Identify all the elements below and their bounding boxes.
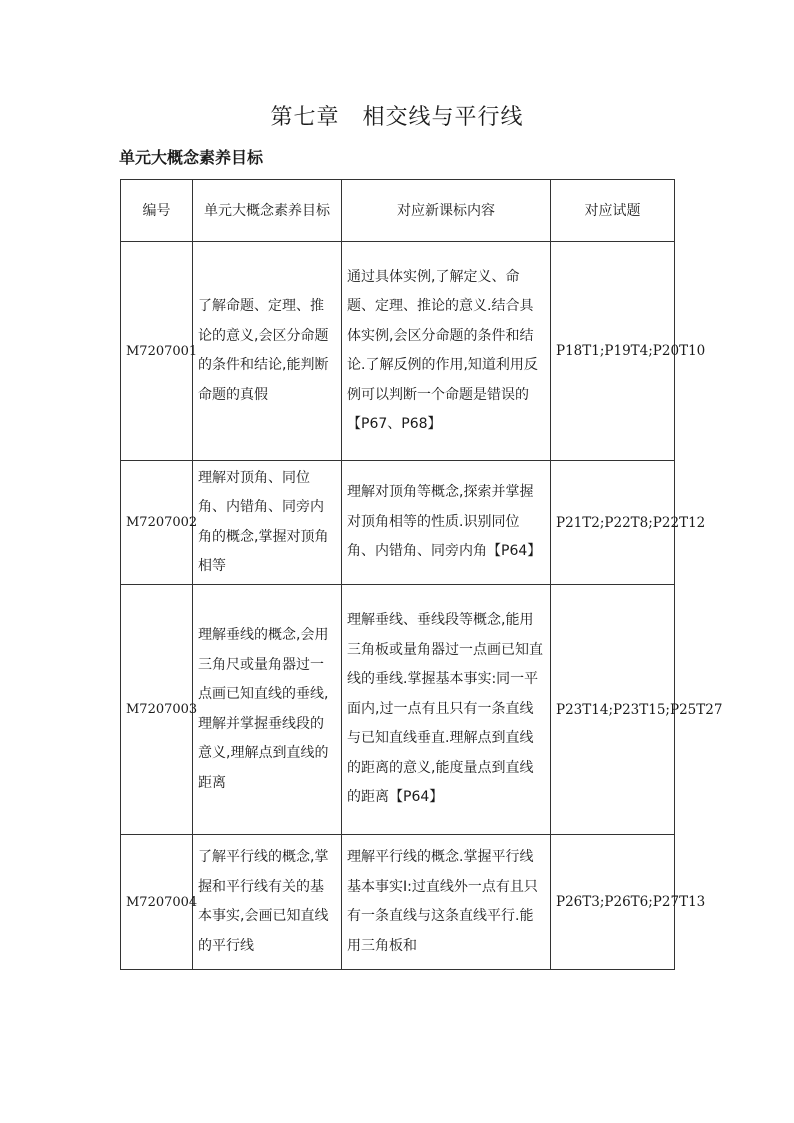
table-row [121,585,675,835]
table-row [121,835,675,970]
table-row [121,242,675,461]
row-goal: 理解垂线的概念,会用三角尺或量角器过一点画已知直线的垂线,理解并掌握垂线段的意义,理解点到直线的距离 [193,585,342,835]
row-goal: 理解对顶角、同位角、内错角、同旁内角的概念,掌握对顶角相等 [193,461,342,585]
section-heading: 单元大概念素养目标 [119,148,264,167]
row-code: M7207002 [121,461,193,585]
chapter-title: 第七章 相交线与平行线 [270,105,524,130]
row-tests: P23T14;P23T15;P25T27 [551,585,675,835]
header-goal: 单元大概念素养目标 [193,180,342,242]
header-tests: 对应试题 [551,180,675,242]
row-content: 通过具体实例,了解定义、命题、定理、推论的意义.结合具体实例,会区分命题的条件和结论.了解反例的作用,知道利用反例可以判断一个命题是错误的【P67、P68】 [342,242,551,461]
row-tests: P26T3;P26T6;P27T13 [551,835,675,970]
literacy-goals-table [120,179,723,970]
row-tests: P21T2;P22T8;P22T12 [551,461,675,585]
header-code: 编号 [121,180,193,242]
table-row [121,461,675,585]
header-content: 对应新课标内容 [342,180,551,242]
row-content: 理解对顶角等概念,探索并掌握对顶角相等的性质.识别同位角、内错角、同旁内角【P64】 [342,461,551,585]
row-code: M7207003 [121,585,193,835]
row-content: 理解垂线、垂线段等概念,能用三角板或量角器过一点画已知直线的垂线.掌握基本事实:同一平面内,过一点有且只有一条直线与已知直线垂直.理解点到直线的距离的意义,能度量点到直线的距离【P64】 [342,585,551,835]
table-header-row [121,180,675,242]
row-goal: 了解命题、定理、推论的意义,会区分命题的条件和结论,能判断命题的真假 [193,242,342,461]
row-code: M7207004 [121,835,193,970]
row-content: 理解平行线的概念.掌握平行线基本事实Ⅰ:过直线外一点有且只有一条直线与这条直线平行.能用三角板和 [342,835,551,970]
row-code: M7207001 [121,242,193,461]
row-goal: 了解平行线的概念,掌握和平行线有关的基本事实,会画已知直线的平行线 [193,835,342,970]
row-tests: P18T1;P19T4;P20T10 [551,242,675,461]
